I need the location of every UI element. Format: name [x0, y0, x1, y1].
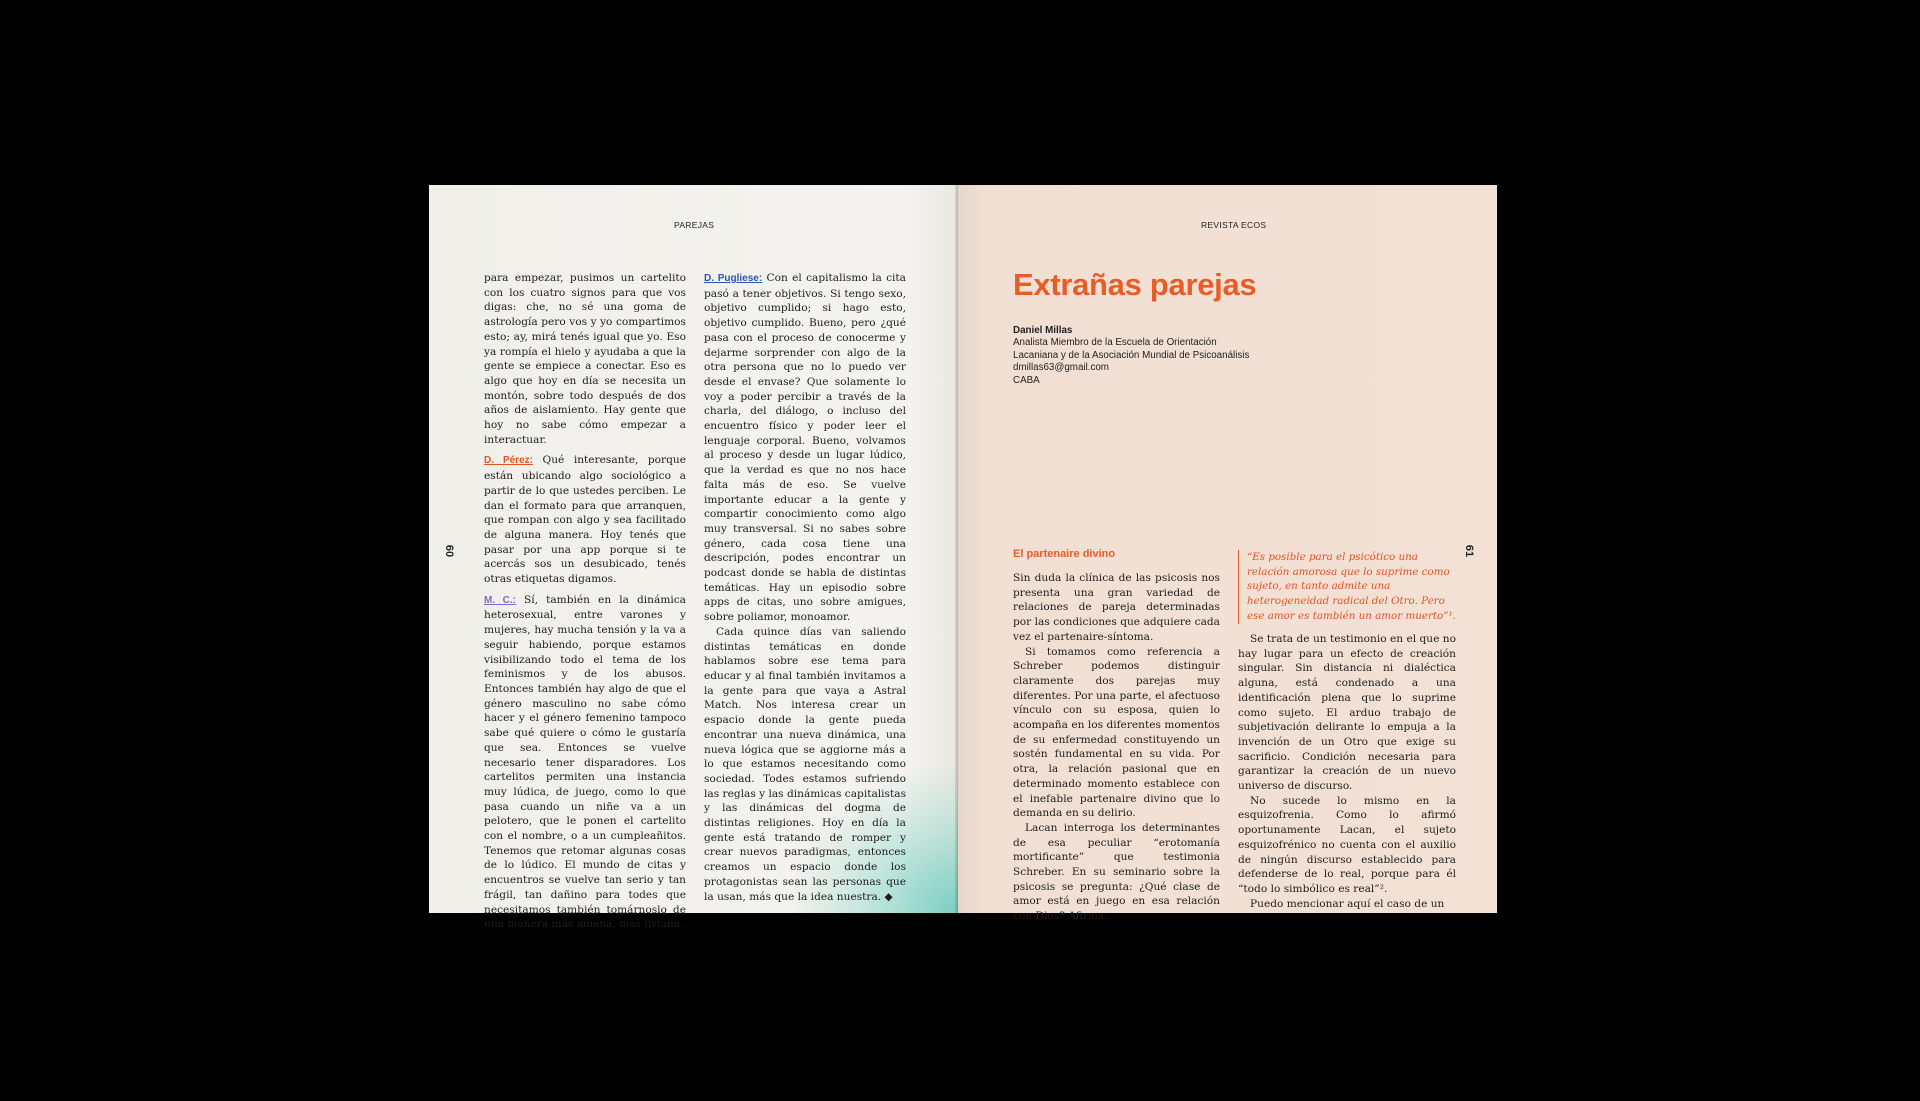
paragraph [704, 271, 906, 625]
speaker-label: D. Pérez: [484, 455, 533, 467]
paragraph: No sucede lo mismo en la esquizofrenia. Como lo afirmó oportunamente Lacan, el sujeto esquizofrénico no cuenta con el auxilio de ningún discurso establecido para defenderse de lo real, porque para él “todo lo simbólico es real”². [1238, 794, 1456, 895]
author-block [1013, 325, 1249, 387]
page-number-left: 60 [443, 544, 456, 558]
speaker-label: M. C.: [484, 594, 516, 606]
paragraph: Se trata de un testimonio en el que no hay lugar para un efecto de creación singular. Sin distancia ni dialéctica alguna, está condenado a una identificación plena que lo suprime como sujeto. El arduo trabajo de subjetivación delirante lo empuja a la invención de un Otro que exige su sacrificio. Condición necesaria para garantizar la creación de un nuevo universo de discurso. [1238, 633, 1456, 793]
left-page [429, 185, 958, 931]
paragraph: Lacan interroga los determinantes de esa peculiar “erotomanía mortificante” que testimonia Schreber. En su seminario sobre la psicosis se pregunta: ¿Qué clase de amor está en juego en esa relación con Dios? Afirma: [1013, 821, 1220, 923]
paragraph: para empezar, pusimos un cartelito con los cuatro signos para que vos digas: che, no sé una goma de astrología pero vos y yo compartimos esto; ay, mirá tenés igual que yo. Eso ya rompía el hielo y ayudaba a que la gente se empiece a conectar. Eso es algo que hoy en día se necesita un montón, sobre todo después de dos años de aislamiento. Hay gente que hoy no sabe cómo empezar a interactuar. [484, 272, 686, 446]
left-column-1 [484, 271, 686, 932]
paragraph [484, 593, 686, 932]
section-title: El partenaire divino [1013, 548, 1116, 560]
paragraph-text: Sí, también en la dinámica heterosexual, entre varones y mujeres, hay mucha tensión y la va a seguir habiendo, porque estamos visibilizando todo el tema de los feminismos y de los abusos. Entonces también hay algo de que el género masculino no sabe cómo hacer y el género femenino tampoco sabe qué quiere o cómo le gustaría que sea. Entonces se vuelve necesario tener disparadores. Los cartelitos permiten una instancia muy lúdica, de juego, como lo que pasa cuando un niñe va a un pelotero, que le ponen el cartelito con el nombre, o a un cumpleañitos. Tenemos que retomar algunas cosas de lo lúdico. El mundo de citas y encuentros se vuelve tan serio y tan frágil, tan dañino para todes que necesitamos también tomárnoslo de una manera más amena, más liviana. [484, 593, 686, 931]
left-column-2 [704, 271, 906, 904]
speaker-label: D. Pugliese: [704, 273, 763, 284]
author-affiliation: Lacaniana y de la Asociación Mundial de Psicoanálisis [1013, 349, 1250, 361]
author-affiliation: Analista Miembro de la Escuela de Orientación [1013, 337, 1217, 349]
right-column-1 [1013, 571, 1220, 924]
right-page [958, 185, 1497, 923]
author-name: Daniel Millas [1013, 325, 1073, 336]
right-column-2 [1238, 632, 1456, 911]
paragraph-text: Qué interesante, porque están ubicando algo sociológico a partir de lo que ustedes perciben. Le dan el formato para que arranquen, que rompan con algo y sea facilitado de alguna manera. Hoy tenés que pasar por una app porque si te acercás sos un desubicado, tenés otras etiquetas digamos. [484, 454, 686, 586]
paragraph: Si tomamos como referencia a Schreber podemos distinguir claramente dos parejas muy diferentes. Por una parte, el afectuoso vínculo con su esposa, quien lo acompaña en los diferentes momentos de su enfermedad constituyendo un sostén fundamental en su vida. Por otra, la relación pasional que en determinado momento establece con el inefable partenaire divino que lo demanda en su delirio. [1013, 645, 1220, 820]
running-head-left: PAREJAS [674, 220, 715, 230]
pull-quote: “Es posible para el psicótico una relación amorosa que lo suprime como sujeto, en tanto admite una heterogeneidad radical del Otro. Pero ese amor es también un amor muerto”¹. [1238, 550, 1457, 624]
page-number-right: 61 [1463, 544, 1476, 558]
paragraph [484, 453, 686, 586]
paragraph-text: Con el capitalismo la cita pasó a tener objetivos. Si tengo sexo, objetivo cumplido; si hago esto, objetivo cumplido. Bueno, pero ¿qué pasa con el proceso de conocerme y dejarme sorprender con algo de la otra persona que no lo puedo ver desde el envase? Que solamente lo voy a poder percibir a través de la charla, del diálogo, o incluso del encuentro físico y poder leer el lenguaje corporal. Bueno, volvamos al proceso y desde un lugar lúdico, que la verdad es que no nos hace falta más de eso. Se vuelve importante educar a la gente y compartir conocimiento como algo muy transversal. Si no sabes sobre género, cada cosa tiene una descripción, podes encontrar un podcast donde se habla de distintas temáticas. Hay un episodio sobre apps de citas, uno sobre amigues, sobre poliamor, monoamor. [704, 272, 906, 624]
paragraph: Cada quince días van saliendo distintas temáticas en donde hablamos sobre ese tema para educar y al final también invitamos a la gente para que vaya a Astral Match. Nos interesa crear un espacio donde la gente pueda encontrar una nueva dinámica, una nueva lógica que se aggiorne más a lo que estamos necesitando como sociedad. Todes estamos sufriendo las reglas y las dinámicas capitalistas y las dinámicas del dogma de distintas religiones. Hoy en día la gente está tratando de romper y crear nuevos paradigmas, entonces creamos un espacio donde los protagonistas sean las personas que la usan, más que la idea nuestra. ◆ [704, 625, 907, 903]
article-title: Extrañas parejas [1013, 267, 1257, 302]
author-email: dmillas63@gmail.com [1013, 362, 1109, 374]
author-city: CABA [1013, 374, 1040, 386]
running-head-right: REVISTA ECOS [1201, 220, 1267, 230]
paragraph: Puedo mencionar aquí el caso de un [1250, 897, 1445, 910]
paragraph: Sin duda la clínica de las psicosis nos presenta una gran variedad de relaciones de pareja determinadas por las condiciones que adquiere cada vez el partenaire-síntoma. [1013, 572, 1220, 643]
